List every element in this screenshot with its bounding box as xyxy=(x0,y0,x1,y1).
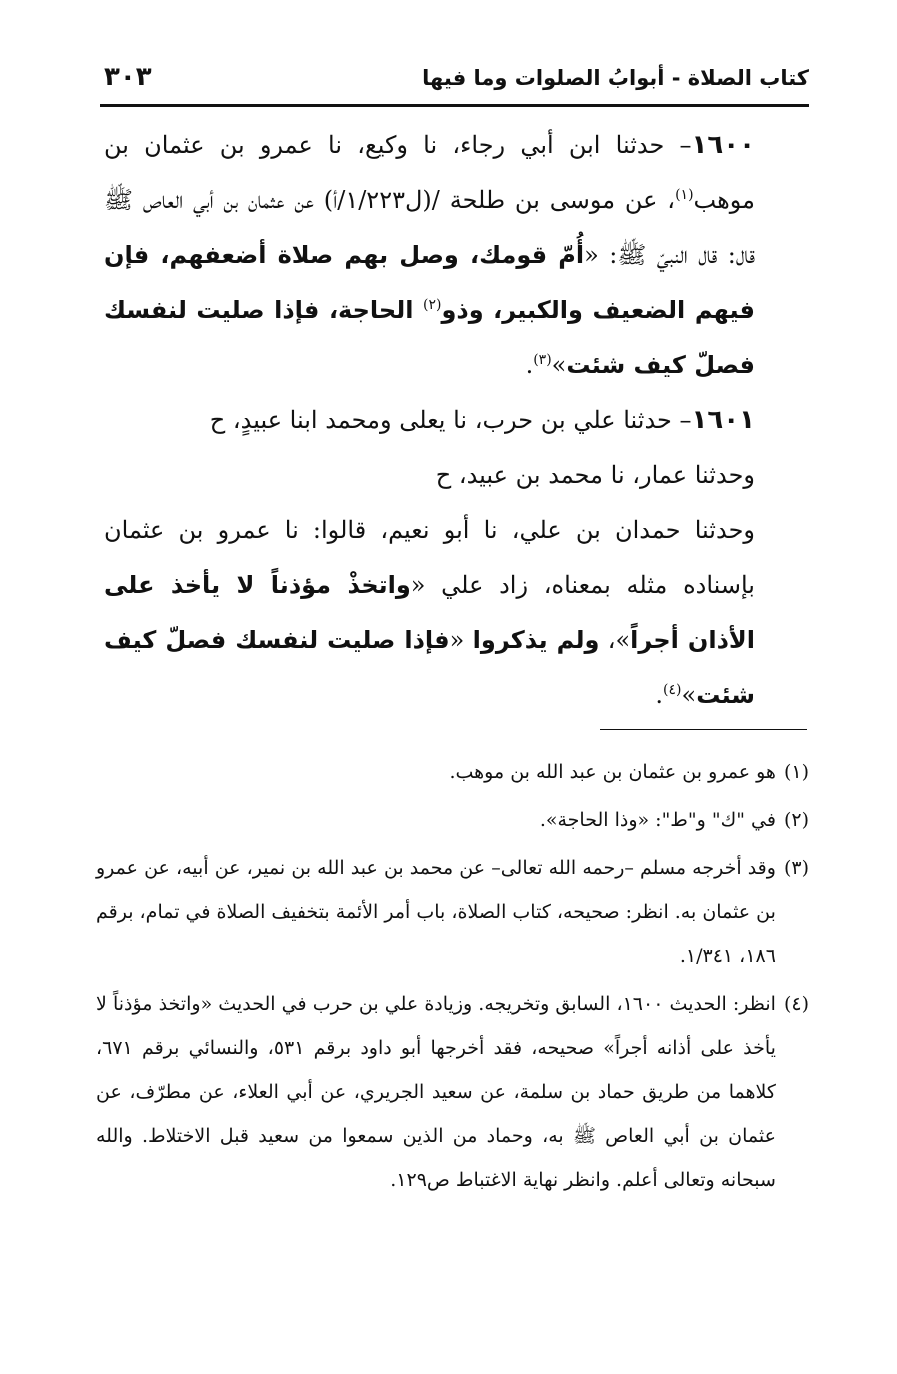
footnote-text: في "ك" و"ط": «وذا الحاجة». xyxy=(539,809,776,831)
footnote-number: (٣) xyxy=(783,857,809,879)
text: وحدثنا حمدان بن علي، نا أبو نعيم، قالوا: نا عمرو بن عثمان بإسناده مثله بمعناه، زاد علي « xyxy=(104,516,755,599)
hadith-quote: ولم يذكروا xyxy=(472,626,600,654)
hadith-1601-body xyxy=(104,503,809,723)
hadith-quote: أُمّ قومك، وصل بهم صلاة أضعفهم، فإن فيهم الضعيف والكبير، وذو xyxy=(104,241,755,324)
footnote-number: (٢) xyxy=(783,809,809,831)
footnotes xyxy=(96,750,809,1206)
footnote-text: وقد أخرجه مسلم –رحمه الله تعالى– عن محمد بن عبد الله بن نمير، عن أبيه، عن عمرو بن عثمان به. انظر: صحيحه، كتاب الصلاة، باب أمر الأئمة بتخفيف الصلاة في تمام، برقم ١٨٦، ١/٣٤١. xyxy=(96,857,776,967)
text: . xyxy=(525,351,534,379)
footnote-text: هو عمرو بن عثمان بن عبد الله بن موهب. xyxy=(449,761,776,783)
text: » xyxy=(681,681,697,709)
footnote xyxy=(96,750,809,794)
header-title: كتاب الصلاة - أبوابُ الصلوات وما فيها xyxy=(422,66,809,90)
footnote-ref[interactable]: (١) xyxy=(675,187,694,203)
main-text xyxy=(104,118,809,723)
hadith-quote: فإذا صليت لنفسك فصلّ كيف شئت xyxy=(104,626,755,709)
footnote-separator xyxy=(600,729,807,730)
footnote-ref[interactable]: (٢) xyxy=(423,297,442,313)
hadith-quote: واتخذْ مؤذناً لا يأخذ على الأذان أجراً xyxy=(104,571,756,654)
running-header xyxy=(100,62,809,102)
hadith-1601-line1 xyxy=(104,393,809,448)
text: – حدثنا ابن أبي رجاء، نا وكيع، نا عمرو بن عثمان بن موهب xyxy=(104,131,756,214)
page-number: ٣٠٣ xyxy=(104,62,152,92)
hadith-number: ١٦٠٠ xyxy=(691,130,755,160)
footnote-ref[interactable]: (٤) xyxy=(663,682,682,698)
footnote xyxy=(96,846,809,978)
hadith-number: ١٦٠١ xyxy=(691,405,755,435)
footnote xyxy=(96,798,809,842)
text: » xyxy=(551,351,567,379)
text: »، xyxy=(599,626,631,654)
hadith-quote: الحاجة، فإذا صليت لنفسك فصلّ كيف شئت xyxy=(104,296,755,379)
hadith-1600 xyxy=(104,118,809,393)
hadith-1601-line2: وحدثنا عمار، نا محمد بن عبيد، ح xyxy=(435,461,755,489)
text: . xyxy=(655,681,664,709)
text: – حدثنا علي بن حرب، نا يعلى ومحمد ابنا عبيدٍ، ح xyxy=(209,406,692,434)
footnote-text: انظر: الحديث ١٦٠٠، السابق وتخريجه. وزيادة علي بن حرب في الحديث «واتخذ مؤذناً لا يأخذ على أذانه أجراً» صحيحه، فقد أخرجها أبو داود برقم ٥٣١، والنسائي برقم ٦٧١، كلاهما من طريق حماد بن سلمة، عن سعيد الجريري، عن أبي العلاء، عن مطرّف، عن عثمان بن أبي العاص ﷺ به، وحماد من الذين سمعوا من سعيد قبل الاختلاط. والله سبحانه وتعالى أعلم. وانظر نهاية الاغتباط ص١٢٩. xyxy=(96,993,776,1191)
footnote xyxy=(96,982,809,1202)
footnote-ref[interactable]: (٣) xyxy=(533,352,552,368)
text: « xyxy=(449,626,473,654)
header-rule xyxy=(100,104,809,107)
text: ، عن موسى بن طلحة /(ل١/٢٢٣/أ) عن عثمان بن أبي العاص ﷺ قال: قال النبيّ ﷺ: « xyxy=(104,186,755,269)
footnote-number: (١) xyxy=(783,761,809,783)
footnote-number: (٤) xyxy=(783,993,809,1015)
